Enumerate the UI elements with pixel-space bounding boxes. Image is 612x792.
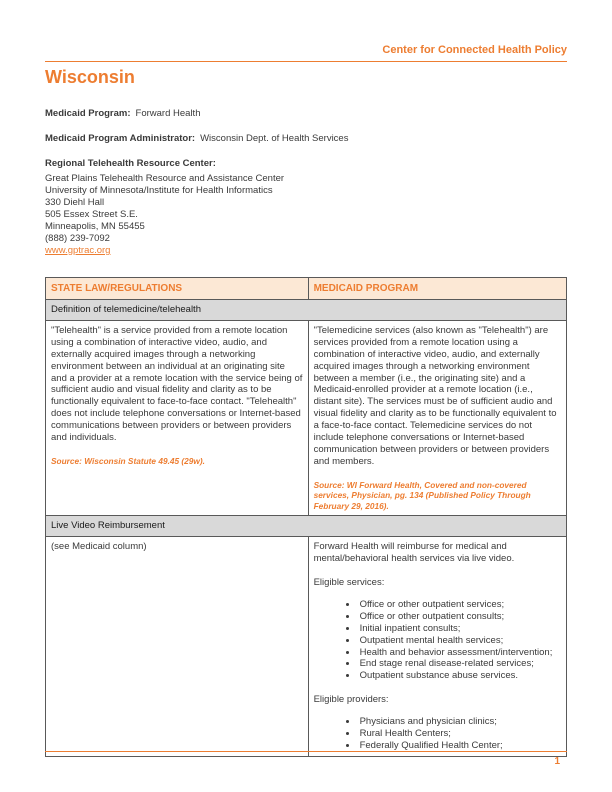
- page-title: Wisconsin: [45, 67, 135, 87]
- medicaid-administrator-value: Wisconsin Dept. of Health Services: [200, 133, 349, 144]
- eligible-service-item: • Initial inpatient consults;: [358, 623, 561, 635]
- medicaid-administrator-field: [45, 133, 348, 144]
- live-video-body-row: [46, 537, 567, 757]
- eligible-service-item: • Office or other outpatient services;: [358, 599, 561, 611]
- resource-center-address-1: 330 Diehl Hall: [45, 197, 105, 208]
- live-video-medicaid-cell: [308, 537, 566, 757]
- eligible-provider-item: • Physicians and physician clinics;: [358, 716, 561, 728]
- footer-rule: [45, 751, 567, 752]
- definition-medicaid-cell: [308, 320, 566, 515]
- eligible-provider-item: • Rural Health Centers;: [358, 728, 561, 740]
- resource-center-address-2: 505 Essex Street S.E.: [45, 209, 138, 220]
- definition-state-law-source: Source: Wisconsin Statute 49.45 (29w).: [51, 455, 205, 466]
- resource-center-label: Regional Telehealth Resource Center:: [45, 158, 216, 169]
- header-rule: [45, 61, 567, 62]
- resource-center-name: Great Plains Telehealth Resource and Assistance Center: [45, 173, 285, 184]
- definition-state-law-text: "Telehealth" is a service provided from a remote location using a combination of interactive video, audio, and externally acquired images through a networking environment between an individual at an originating site and a provider at a remote location with the service being of sufficient audio and visual fidelity and clarity as to be functionally equivalent to face-to-face contact. "Telehealth" does not include telephone conversations or Internet-based communications between providers or between providers and individuals.: [51, 324, 303, 444]
- eligible-service-item: • End stage renal disease-related services;: [358, 658, 561, 670]
- eligible-providers-list: [314, 716, 561, 752]
- section-row-live-video: [46, 516, 567, 537]
- eligible-services-label: Eligible services:: [313, 577, 385, 588]
- table-header-row: [46, 278, 567, 300]
- eligible-provider-item: • Federally Qualified Health Center;: [358, 740, 561, 752]
- policy-table: [45, 277, 567, 757]
- definition-medicaid-source: Source: WI Forward Health, Covered and non-covered services, Physician, pg. 134 (Published Policy Through February 29, 2016).: [313, 479, 531, 511]
- definition-body-row: [46, 320, 567, 515]
- eligible-service-item: • Outpatient substance abuse services.: [358, 670, 561, 682]
- medicaid-program-value: Forward Health: [135, 108, 201, 119]
- column-header-state-law: STATE LAW/REGULATIONS: [46, 278, 309, 300]
- live-video-state-law-cell: [46, 537, 309, 757]
- medicaid-administrator-label: Medicaid Program Administrator:: [45, 133, 196, 144]
- resource-center-city: Minneapolis, MN 55455: [45, 221, 145, 232]
- eligible-providers-label: Eligible providers:: [313, 694, 389, 706]
- eligible-service-item: • Health and behavior assessment/intervention;: [358, 647, 561, 659]
- medicaid-program-label: Medicaid Program:: [45, 108, 131, 119]
- section-row-definition: [46, 300, 567, 321]
- eligible-service-item: • Outpatient mental health services;: [358, 635, 561, 647]
- resource-center-phone: (888) 239-7092: [45, 233, 110, 244]
- definition-medicaid-text: "Telemedicine services (also known as "Telehealth") are services provided from a remote location using a combination of interactive video, audio, and externally acquired images through a networking environment between a member (i.e., the originating site) and a Medicaid-enrolled provider at a remote location (i.e., distant site). The services must be of sufficient audio and visual fidelity and clarity as to be functionally equivalent to a face-to-face contact. Telemedicine services do not include telephone conversations or Internet-based communication between providers or between providers and members.: [313, 324, 557, 467]
- live-video-state-law-text: (see Medicaid column): [51, 541, 147, 553]
- eligible-services-list: [314, 599, 561, 682]
- header-org-title: Center for Connected Health Policy: [382, 44, 567, 56]
- section-title-live-video: Live Video Reimbursement: [46, 516, 567, 537]
- definition-state-law-cell: [46, 320, 309, 515]
- resource-center-website-link[interactable]: www.gptrac.org: [45, 245, 111, 256]
- resource-center-institution: University of Minnesota/Institute for Health Informatics: [45, 185, 273, 196]
- resource-center-block: [45, 158, 284, 257]
- eligible-service-item: • Office or other outpatient consults;: [358, 611, 561, 623]
- column-header-medicaid: MEDICAID PROGRAM: [308, 278, 566, 300]
- page-number: 1: [554, 756, 560, 767]
- section-title-definition: Definition of telemedicine/telehealth: [46, 300, 567, 321]
- live-video-intro-text: Forward Health will reimburse for medical and mental/behavioral health services via live video.: [313, 541, 515, 565]
- medicaid-program-field: [45, 108, 200, 119]
